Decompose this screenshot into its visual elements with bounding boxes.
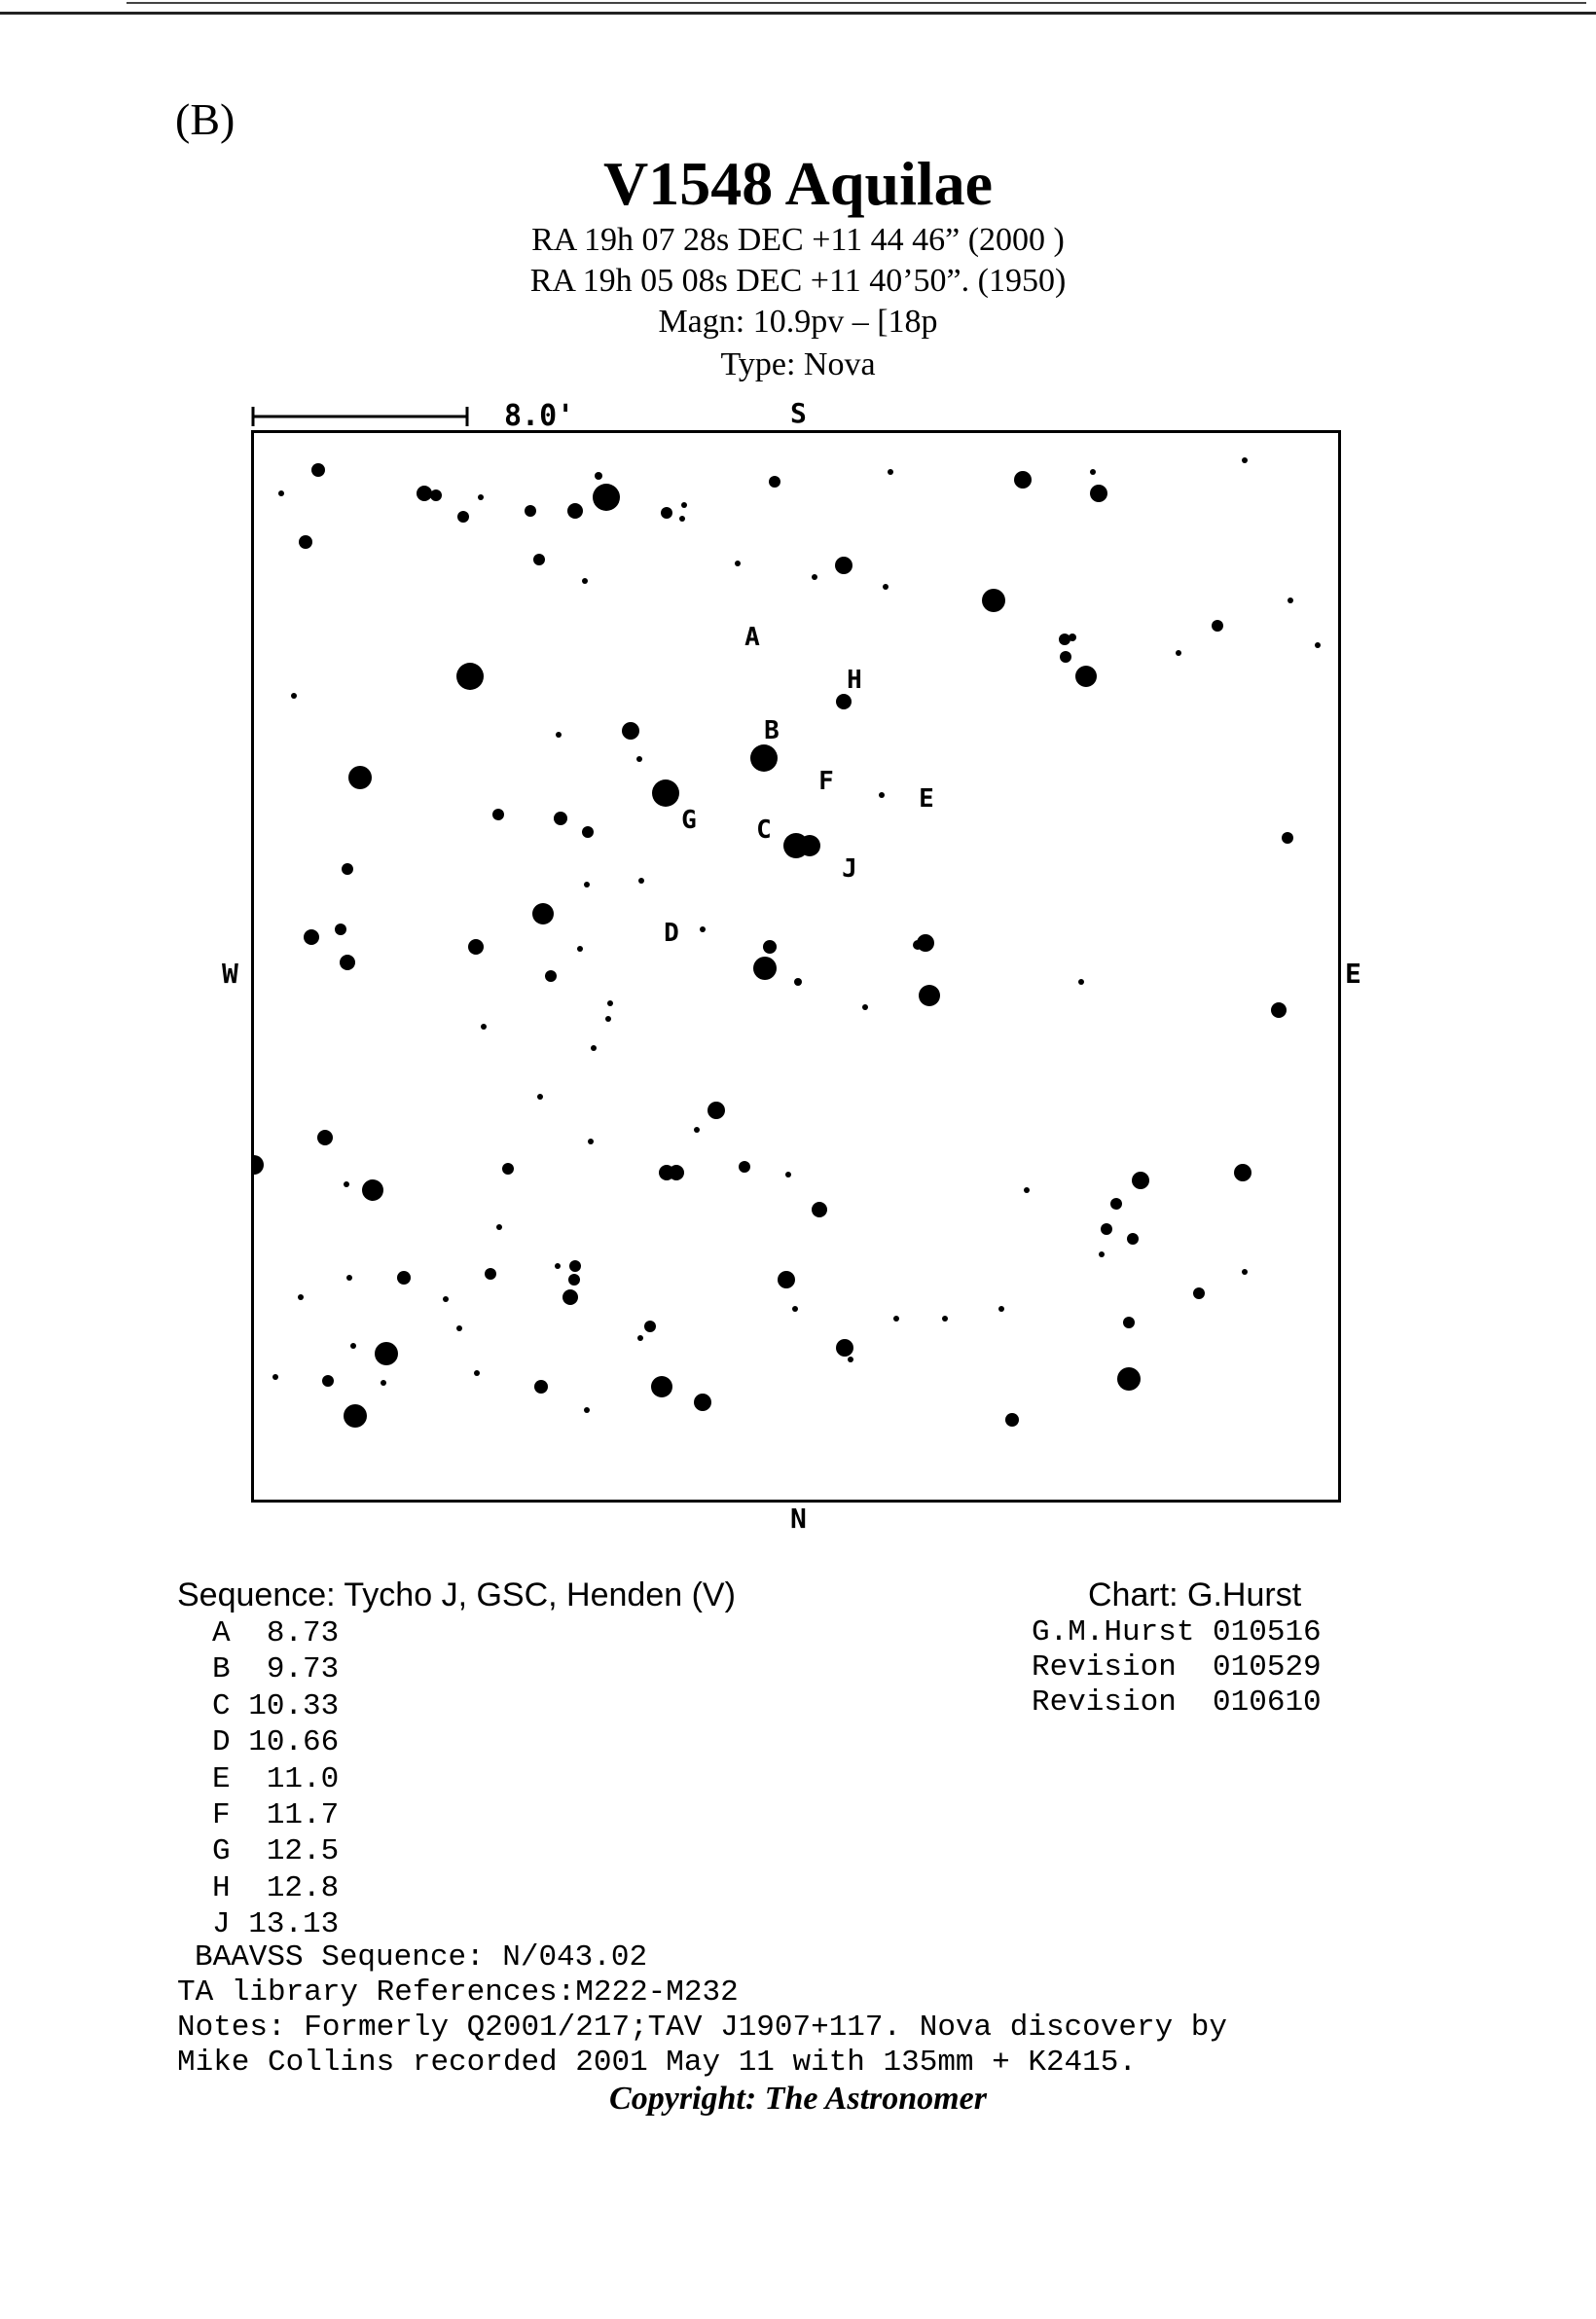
star-marker [317, 1130, 333, 1145]
star-marker [556, 732, 562, 738]
star-marker [694, 1394, 711, 1411]
sequence-magnitude: 13.13 [248, 1907, 340, 1942]
star-marker [681, 502, 687, 508]
star-marker [836, 1339, 853, 1357]
star-marker [1090, 485, 1107, 502]
star-marker [694, 1127, 700, 1133]
star-marker [794, 978, 802, 986]
star-marker [569, 1260, 581, 1272]
sequence-magnitude: 11.0 [266, 1761, 340, 1796]
star-marker [291, 693, 297, 699]
star-marker [998, 1306, 1004, 1312]
star-marker [1059, 634, 1070, 645]
type-line: Type: Nova [720, 346, 876, 382]
baavss-sequence: BAAVSS Sequence: N/043.02 [195, 1940, 648, 1975]
star-marker [769, 476, 780, 488]
star-marker [304, 929, 319, 945]
star-marker [430, 489, 442, 501]
star-marker [311, 463, 325, 477]
comparison-star-label: A [744, 623, 760, 652]
star-marker [545, 970, 557, 982]
notes-line-1: Notes: Formerly Q2001/217;TAV J1907+117. Nova discovery by [177, 2011, 1227, 2045]
star-marker [299, 535, 312, 549]
star-marker [375, 1342, 398, 1365]
star-marker [478, 494, 484, 500]
sequence-row [212, 1906, 339, 1942]
star-marker [913, 940, 923, 950]
direction-south: S [790, 397, 807, 429]
star-marker [562, 1289, 578, 1305]
star-marker [492, 809, 504, 820]
star-marker [1014, 471, 1032, 489]
star-marker [700, 926, 706, 932]
star-marker [443, 1296, 449, 1302]
star-marker [1078, 979, 1084, 985]
sequence-magnitude: 12.8 [266, 1870, 340, 1905]
comparison-star-label: C [756, 815, 772, 845]
star-marker [771, 944, 777, 950]
sequence-letter: A [212, 1616, 231, 1650]
star-marker [879, 792, 885, 798]
star-marker [1060, 651, 1071, 663]
sequence-letter: D [212, 1725, 231, 1760]
star-marker [1075, 666, 1097, 687]
star-marker [679, 516, 685, 522]
star-marker [456, 1325, 462, 1331]
sequence-row [212, 1615, 339, 1651]
copyright: Copyright: The Astronomer [609, 2081, 987, 2117]
star-marker [1101, 1223, 1112, 1235]
star-marker [584, 1407, 590, 1413]
star-marker [644, 1321, 656, 1332]
star-marker [417, 486, 432, 501]
star-marker [348, 766, 372, 789]
star-marker [1288, 598, 1293, 603]
page-title: V1548 Aquilae [602, 149, 994, 218]
star-marker [335, 924, 346, 935]
star-chart [251, 430, 1341, 1503]
star-marker [554, 812, 567, 825]
star-marker [753, 957, 777, 980]
revision-row: G.M.Hurst 010516 [1032, 1615, 1322, 1649]
star-marker [1176, 650, 1181, 656]
top-border-line [127, 2, 1586, 4]
star-marker [862, 1004, 868, 1010]
sequence-magnitude: 12.5 [266, 1834, 340, 1869]
star-marker [582, 578, 588, 584]
star-marker [1234, 1164, 1251, 1181]
star-marker [1282, 832, 1293, 844]
star-field [254, 433, 1338, 1500]
star-marker [799, 835, 820, 856]
comparison-star-label: G [681, 806, 697, 835]
star-marker [669, 1165, 684, 1180]
revision-list [1032, 1615, 1322, 1721]
star-marker [652, 779, 679, 807]
star-marker [605, 1016, 611, 1022]
star-marker [638, 878, 644, 884]
star-marker [474, 1370, 480, 1376]
star-marker [835, 557, 852, 574]
star-marker [496, 1224, 502, 1230]
scale-bar [251, 399, 475, 428]
star-marker [568, 1274, 580, 1286]
comparison-star-label: F [818, 767, 834, 796]
sequence-letter: H [212, 1870, 231, 1905]
star-marker [588, 1139, 594, 1144]
sequence-row [212, 1797, 339, 1833]
star-marker [1212, 620, 1223, 632]
sequence-row [212, 1870, 339, 1906]
star-marker [1099, 1251, 1105, 1257]
star-marker [1005, 1413, 1019, 1427]
revision-row: Revision 010529 [1032, 1650, 1322, 1685]
notes-line-2: Mike Collins recorded 2001 May 11 with 135mm + K2415. [177, 2046, 1137, 2080]
star-marker [381, 1380, 386, 1386]
star-marker [661, 507, 672, 519]
star-marker [1117, 1367, 1141, 1391]
star-marker [468, 939, 484, 955]
comparison-star-label: B [764, 716, 780, 745]
star-marker [533, 554, 545, 565]
sequence-row [212, 1761, 339, 1797]
sequence-letter: G [212, 1834, 231, 1869]
star-marker [750, 744, 778, 772]
star-marker [707, 1102, 725, 1119]
star-marker [502, 1163, 514, 1175]
star-marker [1242, 457, 1248, 463]
star-marker [778, 1271, 795, 1288]
star-marker [532, 903, 554, 924]
sequence-magnitude: 9.73 [266, 1652, 340, 1687]
star-marker [344, 1404, 367, 1428]
star-marker [322, 1375, 334, 1387]
star-marker [350, 1343, 356, 1349]
star-marker [555, 1263, 561, 1269]
star-marker [812, 574, 817, 580]
sequence-row [212, 1833, 339, 1869]
star-marker [1123, 1317, 1135, 1328]
star-marker [346, 1275, 352, 1281]
direction-north: N [790, 1503, 807, 1535]
star-marker [254, 1155, 264, 1175]
star-marker [1090, 469, 1096, 475]
sequence-letter: J [212, 1907, 231, 1942]
sequence-magnitude: 11.7 [266, 1797, 340, 1832]
sequence-letter: E [212, 1761, 231, 1796]
star-marker [836, 694, 852, 709]
sequence-letter: F [212, 1797, 231, 1832]
star-marker [785, 1172, 791, 1178]
star-marker [340, 955, 355, 970]
star-marker [735, 561, 741, 566]
star-marker [593, 484, 620, 511]
star-marker [567, 503, 583, 519]
star-marker [919, 985, 940, 1006]
scale-label: 8.0' [504, 399, 575, 433]
star-marker [584, 882, 590, 888]
star-marker [577, 946, 583, 952]
star-marker [1024, 1187, 1030, 1193]
star-marker [525, 505, 536, 517]
comparison-star-label: J [842, 854, 857, 884]
star-marker [342, 863, 353, 875]
star-marker [1315, 642, 1321, 648]
star-marker [651, 1376, 672, 1397]
sequence-row [212, 1688, 339, 1724]
star-marker [537, 1094, 543, 1100]
star-marker [397, 1271, 411, 1285]
comparison-star-label: E [919, 784, 934, 814]
star-marker [942, 1316, 948, 1322]
chart-credit: Chart: G.Hurst [1088, 1576, 1302, 1613]
star-marker [888, 469, 893, 475]
star-marker [278, 490, 284, 496]
star-marker [883, 584, 889, 590]
star-marker [582, 826, 594, 838]
star-marker [792, 1306, 798, 1312]
star-marker [1132, 1172, 1149, 1189]
star-marker [637, 1335, 643, 1341]
top-rule [0, 12, 1596, 15]
star-marker [362, 1179, 383, 1201]
star-marker [344, 1181, 349, 1187]
star-marker [534, 1380, 548, 1394]
star-marker [298, 1294, 304, 1300]
ta-library-references: TA library References:M222-M232 [177, 1975, 739, 2010]
sequence-row [212, 1724, 339, 1760]
sequence-title: Sequence: Tycho J, GSC, Henden (V) [177, 1576, 736, 1613]
star-marker [1242, 1269, 1248, 1275]
comparison-star-label: D [664, 919, 679, 948]
star-marker [591, 1045, 597, 1051]
sequence-letter: C [212, 1688, 231, 1723]
star-marker [1127, 1233, 1139, 1245]
star-marker [1271, 1002, 1287, 1018]
star-marker [982, 589, 1005, 612]
star-marker [481, 1024, 487, 1030]
star-marker [636, 756, 642, 762]
star-marker [848, 1357, 853, 1362]
panel-label: (B) [175, 94, 236, 144]
star-marker [1193, 1287, 1205, 1299]
star-marker [457, 511, 469, 523]
star-marker [893, 1316, 899, 1322]
sequence-magnitude: 10.33 [248, 1688, 340, 1723]
coords-2000: RA 19h 07 28s DEC +11 44 46” (2000 ) [531, 222, 1065, 258]
sequence-row [212, 1651, 339, 1687]
sequence-list [212, 1615, 339, 1943]
direction-east: E [1345, 958, 1361, 990]
magnitude-line: Magn: 10.9pv – [18p [658, 304, 938, 340]
star-marker [456, 663, 484, 690]
sequence-magnitude: 8.73 [266, 1616, 340, 1650]
comparison-star-label: H [847, 666, 862, 695]
revision-row: Revision 010610 [1032, 1685, 1322, 1720]
sequence-letter: B [212, 1652, 231, 1687]
coords-1950: RA 19h 05 08s DEC +11 40’50”. (1950) [529, 263, 1067, 299]
star-marker [622, 722, 639, 740]
star-marker [272, 1374, 278, 1380]
sequence-magnitude: 10.66 [248, 1725, 340, 1760]
star-marker [607, 1000, 613, 1006]
star-marker [812, 1202, 827, 1217]
direction-west: W [222, 958, 238, 990]
star-marker [739, 1161, 750, 1173]
star-marker [1069, 634, 1076, 641]
star-marker [1110, 1198, 1122, 1210]
star-marker [485, 1268, 496, 1280]
star-marker [595, 472, 602, 480]
